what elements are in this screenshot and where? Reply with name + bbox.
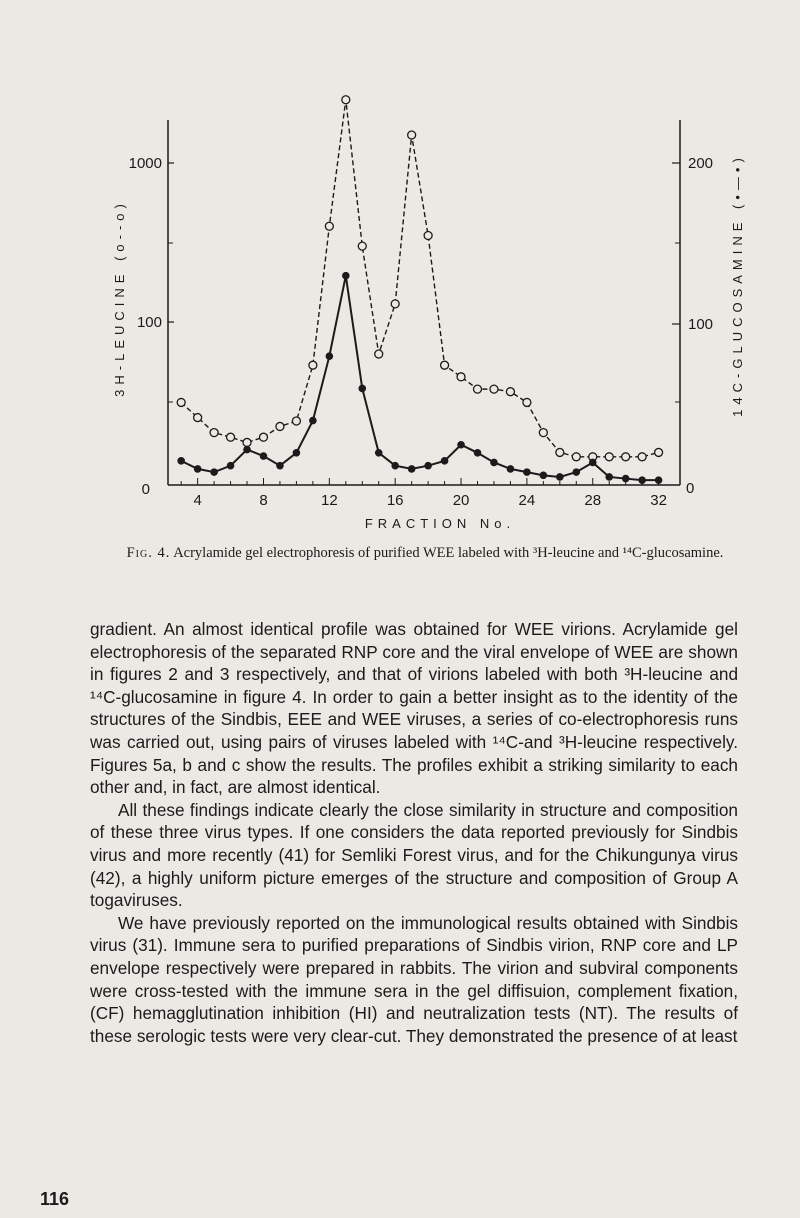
right-tick-label: 0 bbox=[686, 480, 695, 497]
right-tick-label: 100 bbox=[688, 316, 714, 333]
left-tick-label: 1000 bbox=[128, 155, 162, 172]
glucosamine-point bbox=[358, 385, 366, 393]
leucine-point bbox=[490, 385, 498, 393]
glucosamine-point bbox=[622, 475, 630, 483]
caption-text: Acrylamide gel electrophoresis of purified WEE labeled with ³H-leucine and ¹⁴C-glucosamine. bbox=[173, 545, 724, 561]
glucosamine-point bbox=[572, 468, 580, 476]
leucine-point bbox=[506, 388, 514, 396]
leucine-point bbox=[375, 350, 383, 358]
glucosamine-point bbox=[638, 476, 646, 484]
leucine-point bbox=[408, 131, 416, 139]
leucine-point bbox=[441, 361, 449, 369]
leucine-point bbox=[325, 222, 333, 230]
leucine-point bbox=[210, 429, 218, 437]
series-3h-leucine bbox=[177, 96, 662, 461]
page-number: 116 bbox=[40, 1189, 70, 1209]
leucine-point bbox=[523, 398, 531, 406]
right-axis-title: 14C-GLUCOSAMINE (•—•) bbox=[730, 153, 745, 417]
glucosamine-line bbox=[181, 276, 658, 480]
leucine-point bbox=[309, 361, 317, 369]
paragraph-1: gradient. An almost identical profile was obtained for WEE virions. Acrylamide gel electrophoresis of the separated RNP core and the viral envelope of WEE are shown in figures 2 and 3 respectively, and that of virions labeled with both ³H-leucine and ¹⁴C-glucosamine in figure 4. In order to gain a better insight as to the identity of the structures of the Sindbis, EEE and WEE viruses, a series of co-electrophoresis runs was carried out, using pairs of viruses labeled with ¹⁴C-and ³H-leucine respectively. Figures 5a, b and c show the results. The profiles exhibit a striking similarity to each other and, in fact, are almost identical. bbox=[90, 619, 738, 798]
glucosamine-point bbox=[326, 352, 334, 360]
leucine-point bbox=[194, 414, 202, 422]
glucosamine-point bbox=[605, 473, 613, 481]
leucine-point bbox=[457, 373, 465, 381]
glucosamine-point bbox=[391, 462, 399, 470]
leucine-point bbox=[276, 422, 284, 430]
glucosamine-point bbox=[490, 459, 498, 467]
series-14c-glucosamine bbox=[177, 272, 662, 484]
chart-labels bbox=[112, 153, 745, 530]
glucosamine-point bbox=[655, 476, 663, 484]
glucosamine-point bbox=[507, 465, 515, 473]
glucosamine-point bbox=[243, 446, 251, 454]
leucine-point bbox=[638, 453, 646, 461]
left-tick-label: 100 bbox=[136, 314, 162, 331]
left-tick-label: 0 bbox=[141, 481, 150, 498]
glucosamine-point bbox=[408, 465, 416, 473]
glucosamine-point bbox=[194, 465, 202, 473]
x-tick-label: 28 bbox=[584, 492, 602, 509]
leucine-point bbox=[227, 433, 235, 441]
glucosamine-point bbox=[457, 441, 465, 449]
x-axis-title: FRACTION No. bbox=[364, 516, 516, 530]
right-tick-label: 200 bbox=[688, 155, 714, 172]
x-tick-label: 16 bbox=[386, 492, 404, 509]
chart bbox=[0, 0, 800, 530]
glucosamine-point bbox=[210, 468, 218, 476]
glucosamine-point bbox=[309, 417, 317, 425]
x-tick-label: 32 bbox=[650, 492, 667, 509]
paragraph-3: We have previously reported on the immunological results obtained with Sindbis virus (31). Immune sera to purified preparations of Sindbis virion, RNP core and LP envelope respectively were prepared in rabbits. The virion and subviral components were cross-tested with the immune sera in the gel diffisuion, complement fixation, (CF) hemagglutination inhibition (HI) and neutralization tests (NT). The results of these serologic tests were very clear-cut. They demonstrated the presence of at least bbox=[90, 912, 738, 1046]
figure-4 bbox=[0, 0, 800, 530]
leucine-point bbox=[259, 433, 267, 441]
leucine-point bbox=[177, 398, 185, 406]
glucosamine-point bbox=[474, 449, 482, 457]
leucine-point bbox=[572, 453, 580, 461]
chart-axes bbox=[168, 120, 680, 485]
glucosamine-point bbox=[424, 462, 432, 470]
leucine-point bbox=[292, 417, 300, 425]
glucosamine-point bbox=[177, 457, 185, 465]
leucine-point bbox=[605, 453, 613, 461]
x-tick-label: 4 bbox=[193, 492, 202, 509]
x-tick-label: 8 bbox=[259, 492, 268, 509]
leucine-point bbox=[556, 448, 564, 456]
leucine-point bbox=[655, 448, 663, 456]
paragraph-2: All these findings indicate clearly the close similarity in structure and composition of these three virus types. If one considers the data reported previously for Sindbis virus and more recently (41) for Semliki Forest virus, and for the Chikungunya virus (42), a highly uniform picture emerges of the structure and composition of Group A togaviruses. bbox=[90, 799, 738, 911]
glucosamine-point bbox=[276, 462, 284, 470]
leucine-point bbox=[474, 385, 482, 393]
glucosamine-point bbox=[523, 468, 531, 476]
x-tick-label: 20 bbox=[452, 492, 470, 509]
glucosamine-point bbox=[540, 472, 548, 480]
leucine-point bbox=[424, 231, 432, 239]
glucosamine-point bbox=[589, 459, 597, 467]
figure-caption bbox=[85, 544, 765, 563]
glucosamine-point bbox=[260, 452, 268, 460]
glucosamine-point bbox=[293, 449, 301, 457]
leucine-point bbox=[539, 429, 547, 437]
x-tick-label: 24 bbox=[518, 492, 536, 509]
glucosamine-point bbox=[441, 457, 449, 465]
body-text bbox=[90, 618, 738, 1047]
glucosamine-point bbox=[342, 272, 350, 280]
glucosamine-point bbox=[227, 462, 235, 470]
leucine-point bbox=[622, 453, 630, 461]
glucosamine-point bbox=[556, 473, 564, 481]
caption-label: Fig. 4. bbox=[126, 545, 171, 561]
leucine-point bbox=[243, 438, 251, 446]
leucine-point bbox=[342, 96, 350, 104]
leucine-point bbox=[391, 300, 399, 308]
leucine-point bbox=[358, 242, 366, 250]
left-axis-title: 3H-LEUCINE (o--o) bbox=[112, 199, 127, 397]
leucine-line bbox=[181, 100, 658, 457]
glucosamine-point bbox=[375, 449, 383, 457]
x-tick-label: 12 bbox=[320, 492, 338, 509]
